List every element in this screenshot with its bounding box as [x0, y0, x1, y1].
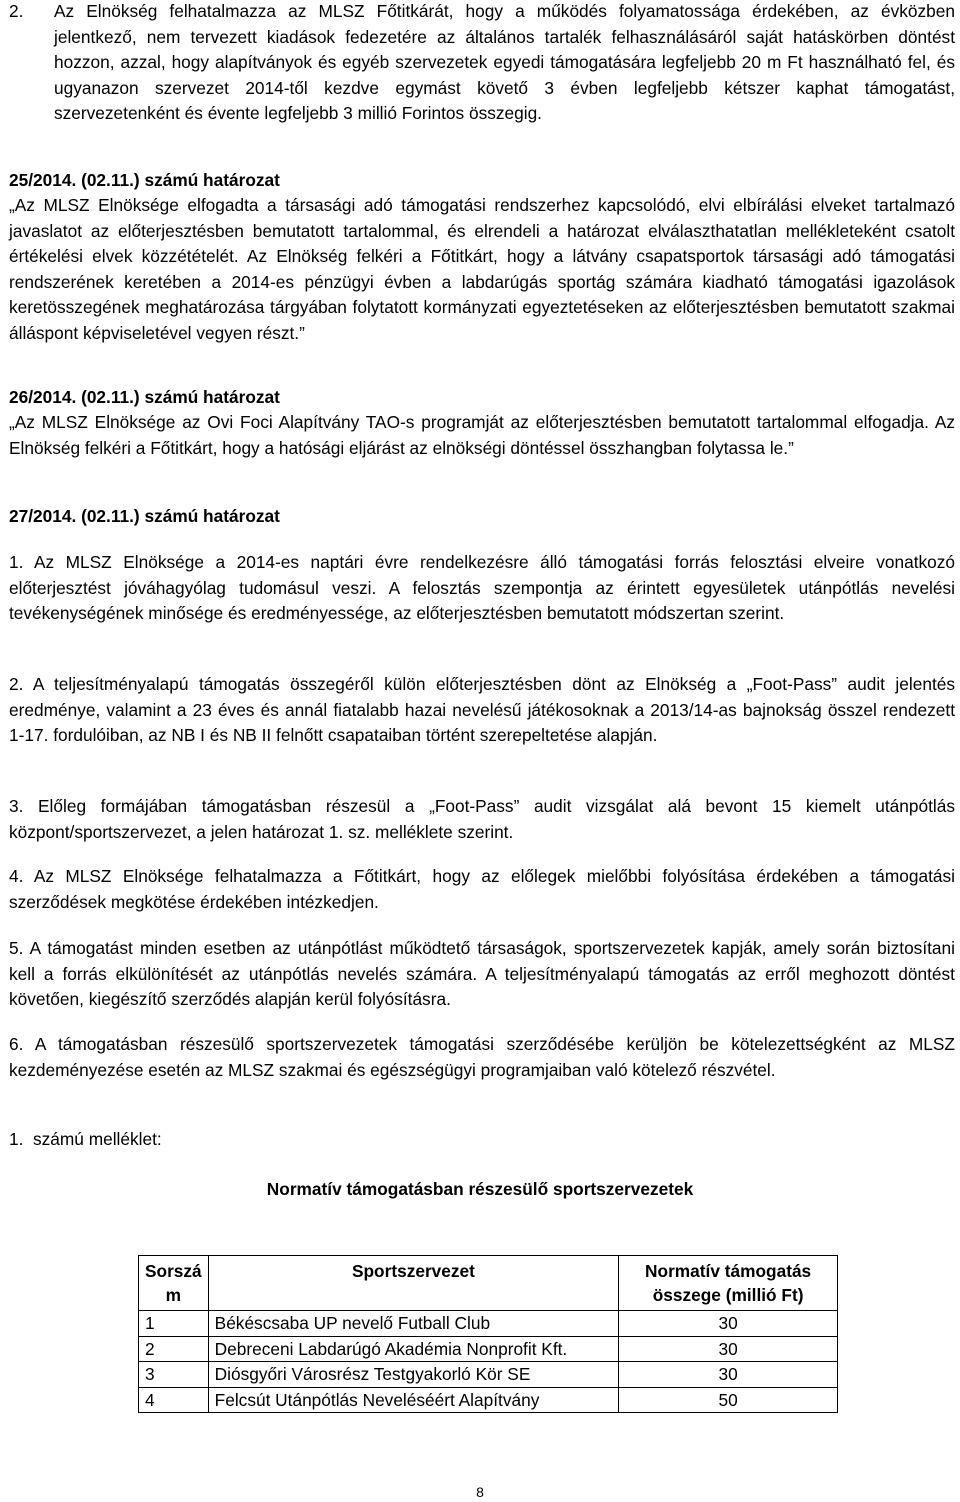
row-amount: 30 [619, 1336, 838, 1362]
row-organization: Békéscsaba UP nevelő Futball Club [208, 1311, 619, 1337]
annex-label: 1. számú melléklet: [9, 1129, 162, 1149]
annex-title: Normatív támogatásban részesülő sportszervezetek [266, 1179, 694, 1199]
resolution-25-text: „Az MLSZ Elnöksége elfogadta a társasági adó támogatási rendszerhez kapcsolódó, elvi elbírálási elveket tartalmazó javaslatot az előterjesztésben bemutatott tartalommal, és elrendeli a határozat elválaszthatatlan mellékleteként csatolt értékelési elvek közzétételét. Az Elnökség felkéri a Főtitkárt, hogy a látvány csapatsportok társasági adó támogatási rendszerének keretében a 2014-es pénzügyi évben a labdarúgás sportág számára kiadható támogatási igazolások keretösszegének meghatározása tárgyában folytatott kormányzati egyeztetéseken az előterjesztésben bemutatott szakmai álláspont képviseletével vegyen részt.” [9, 195, 955, 343]
resolution-26-heading: 26/2014. (02.11.) számú határozat [9, 387, 280, 407]
resolution-27-item-4: 4. Az MLSZ Elnöksége felhatalmazza a Főtitkárt, hogy az előlegek mielőbbi folyósítása érdekében a támogatási szerződések megkötése érdekében intézkedjen. [9, 866, 955, 912]
table-row [139, 1362, 838, 1388]
row-amount: 30 [619, 1311, 838, 1337]
top-list-item [9, 0, 955, 127]
row-index: 3 [139, 1362, 209, 1388]
row-amount: 30 [619, 1362, 838, 1388]
page-number: 8 [476, 1484, 484, 1500]
top-item-number: 2. [9, 1, 24, 21]
row-organization: Debreceni Labdarúgó Akadémia Nonprofit Kft. [208, 1336, 619, 1362]
header-amount: Normatív támogatás összege (millió Ft) [619, 1256, 838, 1311]
table-row [139, 1387, 838, 1413]
table-row [139, 1336, 838, 1362]
annex-table [138, 1255, 838, 1413]
top-item-text: Az Elnökség felhatalmazza az MLSZ Főtitkárát, hogy a működés folyamatossága érdekében, az évközben jelentkező, nem tervezett kiadások fedezetére az általános tartalék felhasználásáról saját hatáskörben döntést hozzon, azzal, hogy alapítványok és egyéb szervezetek egyedi támogatására legfeljebb 20 m Ft használható fel, és ugyanazon szervezet 2014-től kezdve egymást követő 3 évben legfeljebb kétszer kaphat támogatást, szervezetenként és évente legfeljebb 3 millió Forintos összegig. [54, 1, 955, 124]
resolution-27-item-3: 3. Előleg formájában támogatásban részesül a „Foot-Pass” audit vizsgálat alá bevont 15 kiemelt utánpótlás központ/sportszervezet, a jelen határozat 1. sz. melléklete szerint. [9, 796, 955, 842]
resolution-25-heading: 25/2014. (02.11.) számú határozat [9, 170, 280, 190]
resolution-27-item-6: 6. A támogatásban részesülő sportszervezetek támogatási szerződésébe kerüljön be kötelezettségként az MLSZ kezdeményezése esetén az MLSZ szakmai és egészségügyi programjaiban való kötelező részvétel. [9, 1034, 955, 1080]
row-organization: Felcsút Utánpótlás Neveléséért Alapítvány [208, 1387, 619, 1413]
table-header-row [139, 1256, 838, 1311]
resolution-26-text: „Az MLSZ Elnöksége az Ovi Foci Alapítvány TAO-s programját az előterjesztésben bemutatott tartalommal elfogadja. Az Elnökség felkéri a Főtitkárt, hogy a hatósági eljárást az elnökségi döntéssel összhangban folytassa le.” [9, 412, 955, 458]
row-amount: 50 [619, 1387, 838, 1413]
row-index: 1 [139, 1311, 209, 1337]
resolution-27-item-5: 5. A támogatást minden esetben az utánpótlást működtető társaságok, sportszervezetek kapják, amely során biztosítani kell a forrás elkülönítését az utánpótlás nevelés számára. A teljesítményalapú támogatás az erről meghozott döntést követően, kiegészítő szerződés alapján kerül folyósításra. [9, 938, 955, 1010]
resolution-27-item-2: 2. A teljesítményalapú támogatás összegéről külön előterjesztésben dönt az Elnökség a „Foot-Pass” audit jelentés eredménye, valamint a 23 éves és annál fiatalabb hazai nevelésű játékosoknak a 2013/14-as bajnokság összel rendezett 1-17. fordulóiban, az NB I és NB II felnőtt csapataiban történt szerepeltetése alapján. [9, 674, 955, 746]
row-organization: Diósgyőri Városrész Testgyakorló Kör SE [208, 1362, 619, 1388]
header-organization: Sportszervezet [208, 1256, 619, 1311]
row-index: 4 [139, 1387, 209, 1413]
resolution-27-heading: 27/2014. (02.11.) számú határozat [9, 506, 280, 526]
resolution-27-item-1: 1. Az MLSZ Elnöksége a 2014-es naptári évre rendelkezésre álló támogatási forrás felosztási elveire vonatkozó előterjesztést jóváhagyólag tudomásul veszi. A felosztás szempontja az érintett egyesületek utánpótlás nevelési tevékenységének minősége és eredményessége, az előterjesztésben bemutatott módszertan szerint. [9, 552, 955, 624]
header-index: Sorszá m [139, 1256, 209, 1311]
table-row [139, 1311, 838, 1337]
row-index: 2 [139, 1336, 209, 1362]
